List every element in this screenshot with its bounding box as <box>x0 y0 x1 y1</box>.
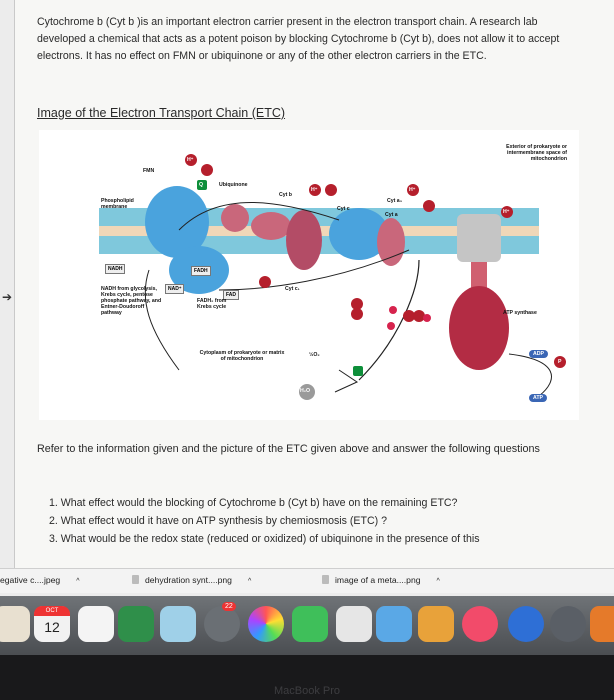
cyt-b-protein <box>221 204 249 232</box>
cytoplasm-label: Cytoplasm of prokaryote or matrix of mitochondrion <box>199 350 285 362</box>
page-arrow-icon: ➔ <box>2 290 13 304</box>
music-icon[interactable] <box>462 606 498 642</box>
atp-synthase-fo <box>457 214 501 262</box>
books-icon[interactable] <box>508 606 544 642</box>
p-label: P <box>558 359 562 365</box>
h-plus-2: H⁺ <box>311 187 318 193</box>
file-icon <box>132 575 139 584</box>
download-name-2: dehydration synt....png <box>145 575 232 585</box>
cyt-c1-label: Cyt c₁ <box>285 286 300 292</box>
document-page <box>14 0 614 568</box>
question-1: 1. What effect would the blocking of Cytochrome b (Cyt b) have on the remaining ETC? <box>49 497 458 509</box>
chevron-up-icon[interactable]: ^ <box>436 578 440 585</box>
h2o-label: H₂O <box>300 388 311 394</box>
contacts-icon[interactable] <box>204 606 240 642</box>
calendar-month: OCT <box>34 606 70 616</box>
fadh2-source-label: FADH₂ from Krebs cycle <box>197 298 227 310</box>
dock-app-partial-icon[interactable] <box>0 606 30 642</box>
half-o2-label: ½O₂ <box>309 352 320 358</box>
exterior-label: Exterior of prokaryote or intermembrane space of mitochondrion <box>506 144 567 162</box>
atp-synthase-label: ATP synthase <box>503 310 537 316</box>
download-name-3: image of a meta....png <box>335 575 421 585</box>
photos-icon[interactable] <box>248 606 284 642</box>
q-label: Q <box>199 182 204 188</box>
cyt-b-label: Cyt b <box>279 192 292 198</box>
cyt-a3-label: Cyt a₃ <box>387 198 403 204</box>
ubiquinone-label: Ubiquinone <box>219 182 248 188</box>
reminders-icon[interactable] <box>118 606 154 642</box>
download-name-1: egative c....jpeg <box>0 575 61 585</box>
facetime-icon[interactable] <box>292 606 328 642</box>
h-plus-3: H⁺ <box>409 187 416 193</box>
fmn-label: FMN <box>143 168 155 174</box>
adp-pill: ADP <box>529 350 548 358</box>
nadh-source-label: NADH from glycolysis, Krebs cycle, pentose phosphate pathway, and Entner-Doudoroff pathway <box>101 286 162 316</box>
calendar-icon[interactable] <box>34 606 70 642</box>
dock <box>0 596 614 655</box>
system-preferences-icon[interactable] <box>550 606 586 642</box>
pages-icon[interactable] <box>336 606 372 642</box>
cyt-c-label: Cyt c <box>337 206 350 212</box>
h-plus-1: H⁺ <box>187 157 194 163</box>
fad-tag: FAD <box>223 290 239 300</box>
h-plus-4: H⁺ <box>503 209 510 215</box>
download-item-3[interactable] <box>322 575 440 585</box>
question-list <box>37 494 597 548</box>
maps-icon[interactable] <box>160 606 196 642</box>
notes-icon[interactable] <box>78 606 114 642</box>
question-3: 3. What would be the redox state (reduced or oxidized) of ubiquinone in the presence of this <box>49 533 480 545</box>
atp-pill: ATP <box>529 394 547 402</box>
chevron-up-icon[interactable]: ^ <box>247 578 252 585</box>
complex-iii-protein <box>286 210 322 270</box>
file-icon <box>322 575 329 584</box>
calendar-day: 12 <box>44 619 60 635</box>
download-item-1[interactable] <box>0 575 80 585</box>
nad-tag: NAD⁺ <box>165 284 184 294</box>
fadh-tag: FADH <box>191 266 211 276</box>
figure-title: Image of the Electron Transport Chain (ETC) <box>37 106 286 120</box>
notification-badge: 22 <box>222 602 236 611</box>
laptop-bezel <box>0 655 614 700</box>
question-2: 2. What effect would it have on ATP synthesis by chemiosmosis (ETC) ? <box>49 515 387 527</box>
phospholipid-label: Phospholipid membrane <box>101 198 134 210</box>
download-item-2[interactable] <box>132 575 251 585</box>
numbers-icon[interactable] <box>376 606 412 642</box>
nadh-tag: NADH <box>105 264 125 274</box>
chevron-up-icon[interactable]: ^ <box>76 578 80 585</box>
intro-paragraph: Cytochrome b (Cyt b )is an important electron carrier present in the electron transport chain. A research lab developed a chemical that acts as a potent poison by blocking Cytochrome b (Cyt b), does not allow it to accept electrons. It has no effect on FMN or ubiquinone or any of the other electron carriers in the ETC. <box>37 16 560 62</box>
etc-diagram <box>39 130 579 420</box>
downloads-bar <box>0 568 614 593</box>
cyt-a-label: Cyt a <box>385 212 398 218</box>
keynote-icon[interactable] <box>418 606 454 642</box>
atp-synthase-f1 <box>449 286 509 370</box>
app-store-icon[interactable] <box>590 606 614 642</box>
instructions: Refer to the information given and the picture of the ETC given above and answer the following questions <box>37 443 540 455</box>
laptop-brand: MacBook Pro <box>273 685 341 697</box>
